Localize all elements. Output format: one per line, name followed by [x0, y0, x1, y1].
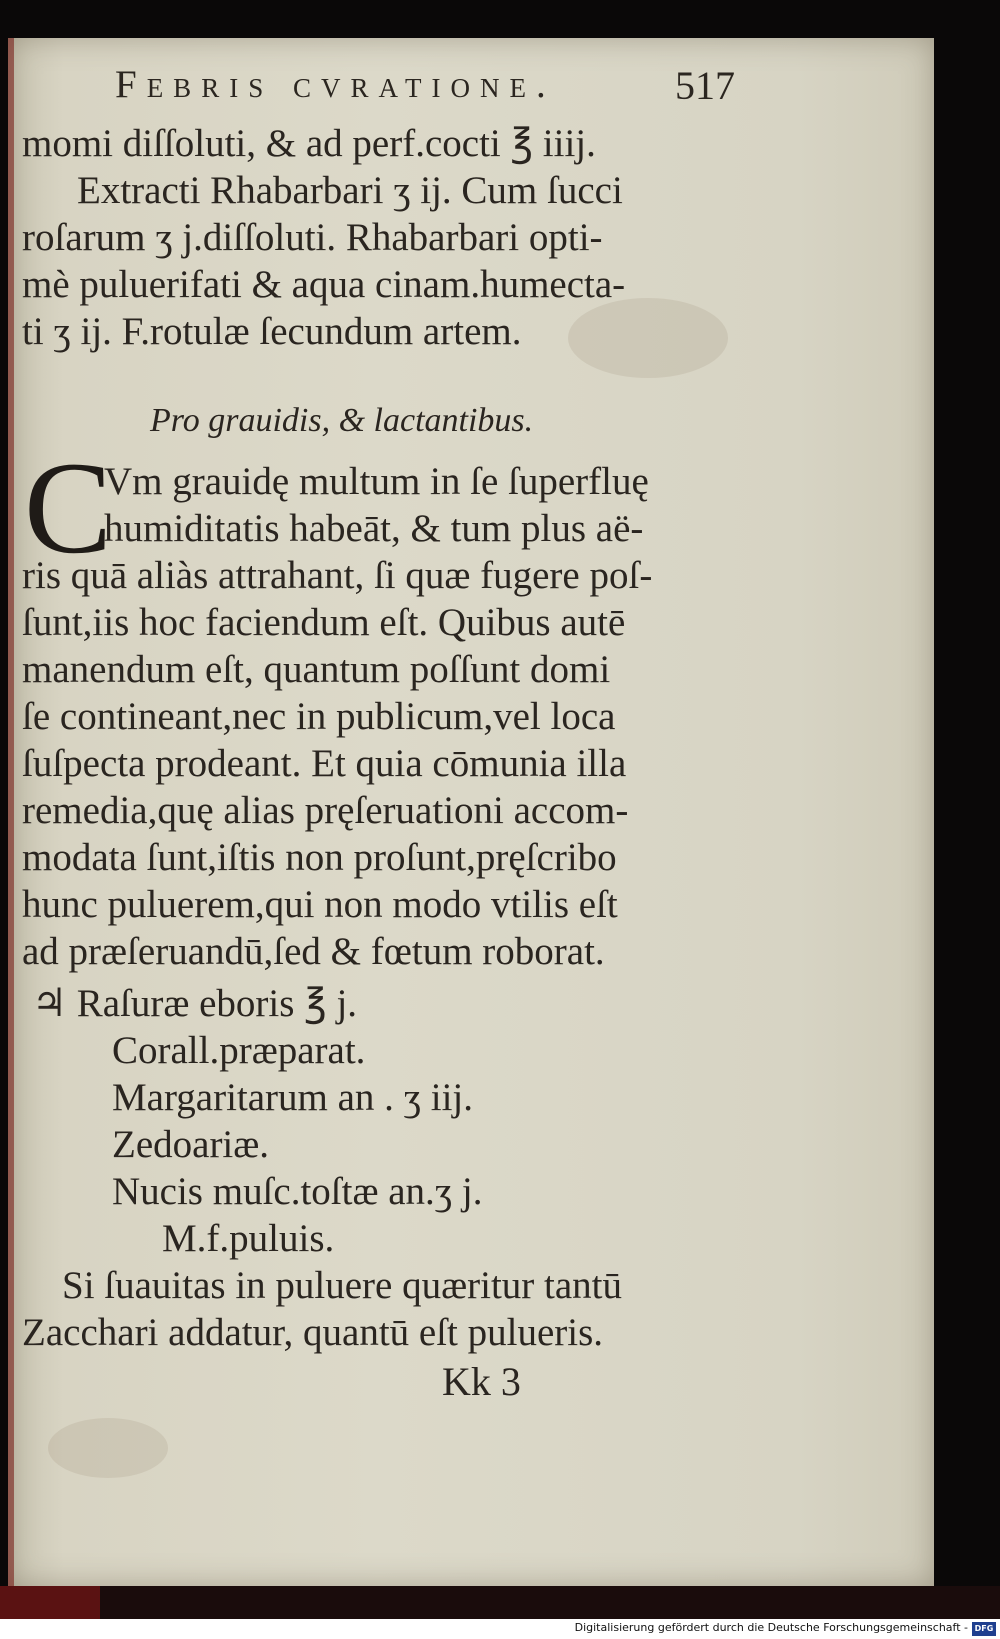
recipe-line: Zedoariæ. [112, 1123, 270, 1166]
text-line: Si ſuauitas in puluere quæritur tantū [62, 1264, 622, 1307]
text-block-main [22, 458, 742, 975]
text-line: Vm grauidę multum in ſe ſuperfluę [104, 460, 649, 503]
text-block-intro [22, 120, 742, 355]
text-line: remedia,quę alias pręſeruationi accom- [22, 789, 629, 832]
text-block-closing [22, 1262, 742, 1356]
recipe-line: ♃ Raſuræ eboris ℥ j. [32, 982, 358, 1025]
page-edge [8, 38, 14, 1586]
text-line: mè puluerifati & aqua cinam.humecta- [22, 263, 626, 306]
dfg-logo-icon: DFG [972, 1622, 996, 1636]
text-line: Zacchari addatur, quantū eſt pulueris. [22, 1311, 604, 1354]
recipe-line: Nucis muſc.toſtæ an.ʒ j. [112, 1170, 483, 1213]
signature-mark: Kk 3 [442, 1359, 521, 1404]
text-line: ſuſpecta prodeant. Et quia cōmunia illa [22, 742, 627, 785]
text-line: ſe contineant,nec in publicum,vel loca [22, 695, 616, 738]
text-line: roſarum ʒ j.diſſoluti. Rhabarbari opti- [22, 216, 603, 259]
drop-capital: C [24, 434, 113, 581]
text-line: momi diſſoluti, & ad perf.cocti ℥ iiij. [22, 122, 596, 165]
text-line: manendum eſt, quantum poſſunt domi [22, 648, 611, 691]
paper-stain [48, 1418, 168, 1478]
text-line: Extracti Rhabarbari ʒ ij. Cum ſucci [77, 169, 623, 212]
scan-bottom-strip [0, 1586, 1000, 1619]
text-line: modata ſunt,iſtis non proſunt,pręſcribo [22, 836, 617, 879]
footer-credit: Digitalisierung gefördert durch die Deutsche Forschungsgemeinschaft - [574, 1621, 968, 1634]
text-line: ſunt,iis hoc faciendum eſt. Quibus autē [22, 601, 626, 644]
recipe-line: M.f.puluis. [162, 1217, 335, 1260]
text-line: humiditatis habeāt, & tum plus aë- [104, 507, 644, 550]
page-header [115, 58, 735, 108]
digitization-footer [0, 1619, 1000, 1639]
section-heading: Pro grauidis, & lactantibus. [150, 402, 534, 439]
page-number: 517 [675, 63, 735, 108]
text-line: hunc puluerem,qui non modo vtilis eſt [22, 883, 618, 926]
recipe-line: Margaritarum an . ʒ iij. [112, 1076, 473, 1119]
recipe-line: Corall.præparat. [112, 1029, 366, 1072]
text-line: ad præſeruandū,ſed & fœtum roborat. [22, 930, 605, 973]
text-line: ris quā aliàs attrahant, ſi quæ fugere poſ- [22, 554, 653, 597]
running-head: Febris cvratione. [115, 63, 556, 106]
text-line: ti ʒ ij. F.rotulæ ſecundum artem. [22, 310, 522, 353]
recipe-block [22, 980, 742, 1262]
binding-edge [0, 1586, 100, 1619]
